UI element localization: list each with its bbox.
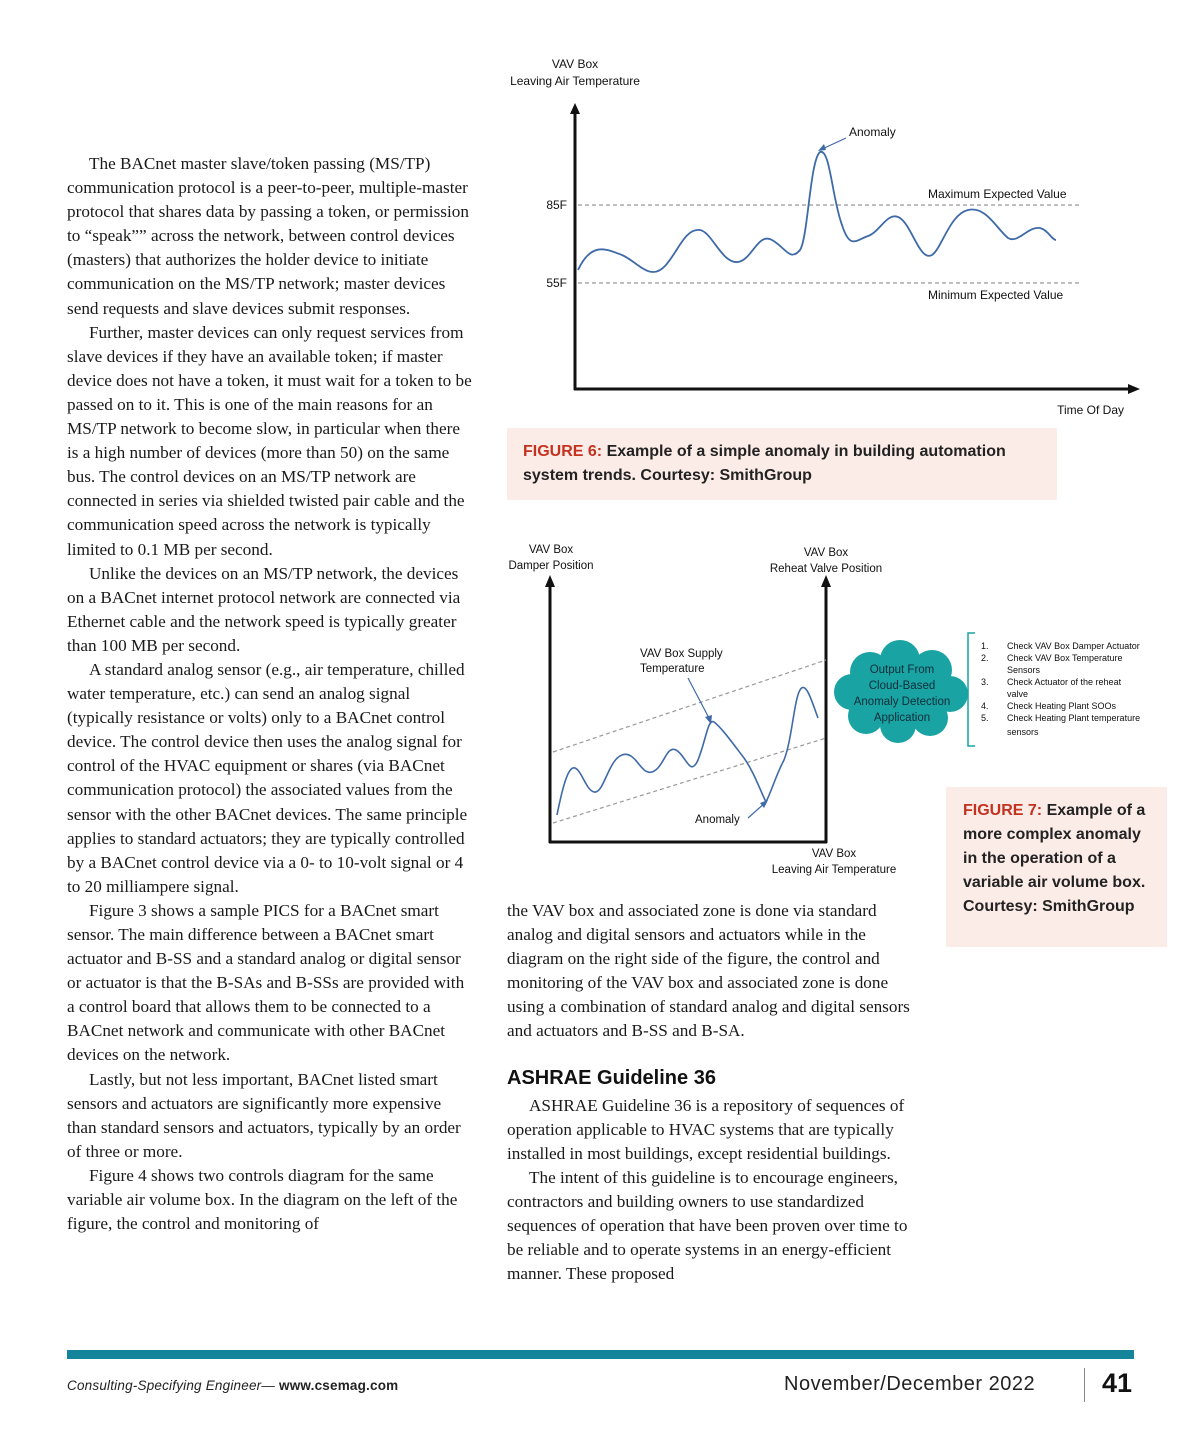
page-number: 41 bbox=[1102, 1368, 1133, 1398]
body-paragraph: Further, master devices can only request services from slave devices if they have an available token; if master device does not have a token, it must wait for a token to be passed on to it. This is one of the main reasons for an MS/TP network to become slow, in particular when there is a high number of devices (more than 50) on the same bus. The control devices on an MS/TP network are connected in series via shielded twisted pair cable and the communication speed across the network is typically limited to 0.1 MB per second. bbox=[67, 322, 472, 559]
footer-divider bbox=[1084, 1368, 1085, 1402]
checklist-item: Check Heating Plant SOOs bbox=[1007, 701, 1117, 711]
footer-magazine-name: Consulting-Specifying Engineer— bbox=[67, 1378, 276, 1393]
fig7-supply-arrowhead bbox=[705, 715, 712, 724]
fig6-y-title-line2: Leaving Air Temperature bbox=[510, 74, 640, 88]
checklist-item: Check VAV Box Damper Actuator bbox=[1007, 641, 1140, 651]
checklist-item: Check VAV Box Temperature bbox=[1007, 653, 1123, 663]
fig7-supply-label-line1: VAV Box Supply bbox=[640, 648, 723, 660]
fig6-max-label: Maximum Expected Value bbox=[928, 187, 1067, 201]
checklist-number: 2. bbox=[981, 653, 989, 663]
body-paragraph: The BACnet master slave/token passing (MS/TP) communication protocol is a peer-to-peer, multiple-master protocol that shares data by passing a token, or permission to “speak”” across the network, between control devices (masters) that authorizes the holder device to initiate communication on the MS/TP network; master devices send requests and slave devices submit responses. bbox=[67, 154, 469, 318]
fig6-trend-line bbox=[578, 152, 1056, 272]
left-text-column bbox=[67, 152, 474, 1236]
fig6-x-arrow bbox=[1128, 384, 1140, 394]
fig6-anomaly-arrowhead bbox=[818, 144, 826, 151]
fig7-x-axis-line2: Leaving Air Temperature bbox=[771, 864, 897, 876]
checklist-bracket bbox=[968, 633, 975, 746]
figure-6-caption-text: Example of a simple anomaly in building automation system trends. Courtesy: SmithGroup bbox=[523, 443, 1006, 484]
footer-url[interactable]: www.csemag.com bbox=[279, 1378, 399, 1393]
fig6-anomaly-label: Anomaly bbox=[849, 125, 896, 139]
checklist-item-cont: sensors bbox=[1007, 727, 1039, 737]
checklist-number: 3. bbox=[981, 677, 989, 687]
fig7-right-axis-line2: Reheat Valve Position bbox=[769, 563, 883, 575]
fig6-min-label: Minimum Expected Value bbox=[928, 288, 1064, 302]
body-paragraph: Figure 3 shows a sample PICS for a BACnet smart sensor. The main difference between a BACnet smart actuator and B-SS and a standard analog or digital sensor or actuator is that the B-SAs and B-SSs are provided with a control board that allows them to be connected to a BACnet network and communicate with other BACnet devices on the network. bbox=[67, 900, 465, 1065]
middle-text-column bbox=[507, 899, 911, 1286]
fig7-left-arrow bbox=[545, 575, 555, 587]
cloud-line-2: Cloud-Based bbox=[868, 680, 936, 692]
fig6-y-arrow bbox=[570, 103, 580, 114]
figure-7-caption-text: Example of a more complex anomaly in the operation of a variable air volume box. Courtesy: SmithGroup bbox=[963, 802, 1146, 915]
fig7-supply-label-line2: Temperature bbox=[640, 663, 705, 675]
checklist-item: Check Heating Plant temperature bbox=[1007, 713, 1141, 723]
figure-6-chart bbox=[505, 40, 1155, 430]
fig6-x-title: Time Of Day bbox=[1057, 403, 1124, 417]
figure-6-caption bbox=[507, 428, 1057, 500]
fig7-right-axis-line1: VAV Box bbox=[803, 547, 849, 559]
fig6-tick-55f: 55F bbox=[546, 276, 567, 290]
body-paragraph: Lastly, but not less important, BACnet listed smart sensors and actuators are significantly more expensive than standard sensors and actuators, typically by an order of three or more. bbox=[67, 1069, 461, 1161]
body-paragraph: Unlike the devices on an MS/TP network, the devices on a BACnet internet protocol network are connected via Ethernet cable and the network speed is typically greater than 100 MB per second. bbox=[67, 563, 461, 655]
fig6-y-title-line1: VAV Box bbox=[551, 57, 599, 71]
fig7-right-arrow bbox=[821, 575, 831, 587]
fig7-left-axis-line2: Damper Position bbox=[508, 560, 594, 572]
checklist-item-cont: valve bbox=[1007, 689, 1029, 699]
section-heading: ASHRAE Guideline 36 bbox=[507, 1066, 716, 1089]
fig7-supply-pointer bbox=[688, 678, 710, 720]
footer-magazine bbox=[67, 1378, 398, 1393]
body-paragraph: ASHRAE Guideline 36 is a repository of sequences of operation applicable to HVAC systems that are typically installed in most buildings, except residential buildings. bbox=[507, 1095, 905, 1163]
figure-7-caption bbox=[946, 787, 1167, 947]
checklist-number: 5. bbox=[981, 713, 989, 723]
body-paragraph: Figure 4 shows two controls diagram for the same variable air volume box. In the diagram on the left of the figure, the control and monitoring of bbox=[67, 1165, 458, 1234]
fig7-left-axis-line1: VAV Box bbox=[528, 544, 574, 556]
cloud-line-3: Anomaly Detection bbox=[853, 696, 951, 708]
body-paragraph: the VAV box and associated zone is done via standard analog and digital sensors and actuators while in the diagram on the right side of the figure, the control and monitoring of the VAV box and associated zone is done using a combination of standard analog and digital sensors and actuators and B-SS and B-SA. bbox=[507, 901, 910, 1041]
body-paragraph: A standard analog sensor (e.g., air temperature, chilled water temperature, etc.) can send an analog signal (typically resistance or volts) only to a BACnet control device. The control device then uses the analog signal for control of the HVAC equipment or shares (via BACnet communication protocol) the associated values from the sensor with the other BACnet devices. The same principle applies to standard actuators; they are typically controlled by a BACnet control device via a 0- to 10-volt signal or 4 to 20 milliampere signal. bbox=[67, 659, 468, 896]
cloud-line-1: Output From bbox=[869, 664, 935, 676]
cloud-line-4: Application bbox=[873, 712, 931, 724]
fig6-tick-85f: 85F bbox=[546, 198, 567, 212]
fig7-x-axis-line1: VAV Box bbox=[811, 848, 857, 860]
footer-issue-date: November/December 2022 bbox=[784, 1373, 1036, 1395]
figure-6-caption-label: FIGURE 6: bbox=[523, 443, 603, 460]
footer-bar bbox=[67, 1350, 1134, 1359]
checklist-item-cont: Sensors bbox=[1007, 665, 1041, 675]
fig7-anomaly-label: Anomaly bbox=[695, 814, 740, 826]
checklist-item: Check Actuator of the reheat bbox=[1007, 677, 1122, 687]
checklist-number: 1. bbox=[981, 641, 989, 651]
body-paragraph: The intent of this guideline is to encourage engineers, contractors and building owners to use standardized sequences of operation that have been proven over time to be reliable and to operate systems in an energy-efficient manner. These proposed bbox=[507, 1167, 908, 1284]
figure-7-caption-label: FIGURE 7: bbox=[963, 802, 1043, 819]
fig7-lower-band bbox=[553, 738, 826, 823]
checklist-number: 4. bbox=[981, 701, 989, 711]
